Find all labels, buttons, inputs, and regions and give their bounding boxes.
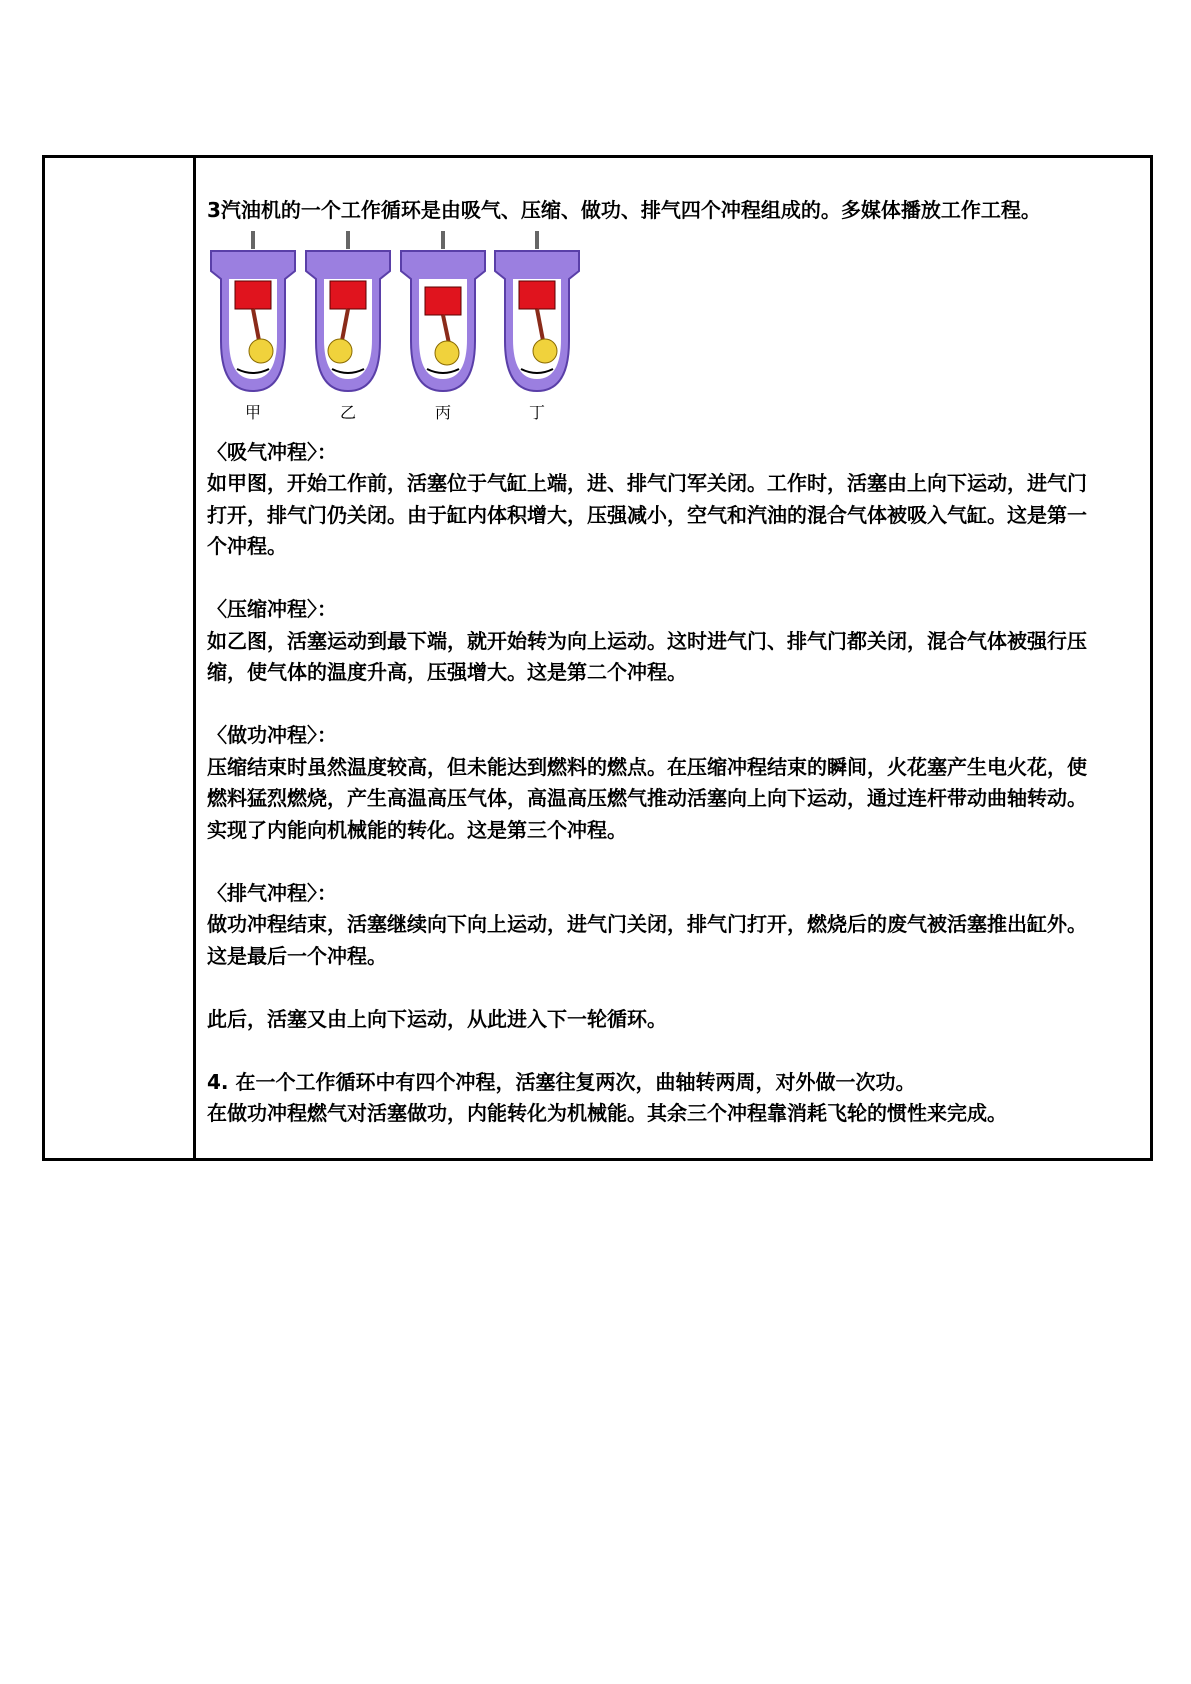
power-stroke-line: 压缩结束时虽然温度较高，但未能达到燃料的燃点。在压缩冲程结束的瞬间，火花塞产生电火花，使 bbox=[207, 754, 1087, 779]
power-stroke-line: 燃料猛烈燃烧，产生高温高压气体，高温高压燃气推动活塞向上向下运动，通过连杆带动曲轴转动。 bbox=[207, 786, 1087, 810]
engine-figure-bing bbox=[397, 231, 489, 401]
exhaust-stroke-heading: 〈排气冲程〉： bbox=[207, 880, 337, 905]
right-cell-content bbox=[207, 195, 1147, 1130]
summary-line: 4. 在一个工作循环中有四个冲程，活塞往复两次，曲轴转两周，对外做一次功。 bbox=[207, 1069, 916, 1094]
left-cell bbox=[45, 158, 193, 1158]
intro-text: 3汽油机的一个工作循环是由吸气、压缩、做功、排气四个冲程组成的。多媒体播放工作工程。 bbox=[207, 198, 1041, 222]
compression-stroke-heading: 〈压缩冲程〉： bbox=[207, 597, 337, 621]
exhaust-stroke-line: 做功冲程结束，活塞继续向下向上运动，进气门关闭，排气门打开，燃烧后的废气被活塞推出缸外。 bbox=[207, 912, 1087, 936]
compression-stroke-line: 如乙图，活塞运动到最下端，就开始转为向上运动。这时进气门、排气门都关闭，混合气体被强行压 bbox=[207, 628, 1087, 653]
summary-line: 在做功冲程燃气对活塞做功，内能转化为机械能。其余三个冲程靠消耗飞轮的惯性来完成。 bbox=[207, 1101, 1007, 1125]
power-stroke-line: 实现了内能向机械能的转化。这是第三个冲程。 bbox=[207, 817, 627, 842]
engine-label-jia: 甲 bbox=[244, 402, 261, 422]
exhaust-stroke-line: 这是最后一个冲程。 bbox=[207, 943, 387, 968]
intake-stroke-line: 打开，排气门仍关闭。由于缸内体积增大，压强减小，空气和汽油的混合气体被吸入气缸。这是第一 bbox=[207, 502, 1087, 527]
power-stroke-heading: 〈做功冲程〉： bbox=[207, 723, 337, 747]
intake-stroke-heading: 〈吸气冲程〉： bbox=[207, 439, 337, 464]
engine-figure-ding bbox=[491, 231, 583, 401]
engine-figure-yi bbox=[302, 231, 394, 401]
engine-label-yi: 乙 bbox=[339, 402, 356, 422]
content-table bbox=[42, 155, 1153, 1161]
intake-stroke-line: 个冲程。 bbox=[207, 534, 287, 558]
intake-stroke-line: 如甲图，开始工作前，活塞位于气缸上端，进、排气门军关闭。工作时，活塞由上向下运动，进气门 bbox=[207, 471, 1087, 495]
engine-figure-jia bbox=[207, 231, 299, 401]
compression-stroke-line: 缩，使气体的温度升高，压强增大。这是第二个冲程。 bbox=[207, 660, 687, 684]
cycle-continues-text: 此后，活塞又由上向下运动，从此进入下一轮循环。 bbox=[207, 1006, 667, 1031]
column-divider bbox=[193, 158, 196, 1158]
engine-label-bing: 丙 bbox=[434, 402, 451, 422]
engine-figures bbox=[207, 231, 1147, 431]
engine-label-ding: 丁 bbox=[528, 402, 545, 422]
